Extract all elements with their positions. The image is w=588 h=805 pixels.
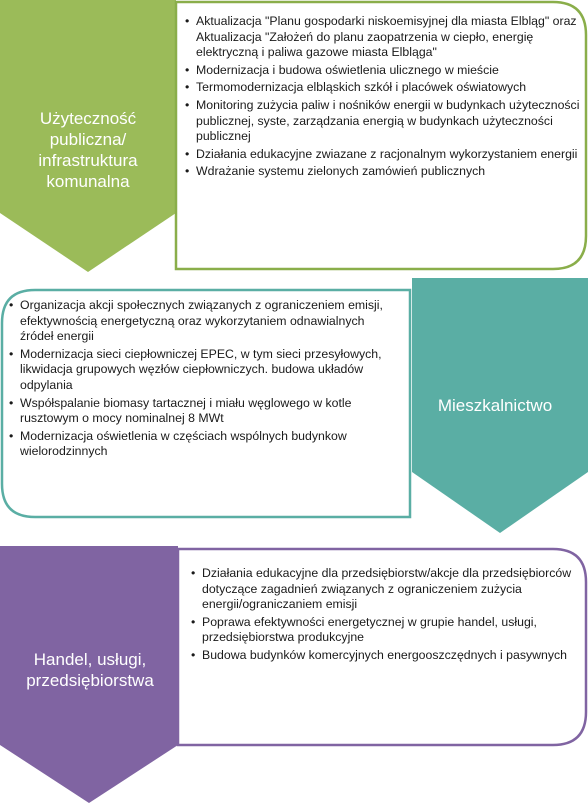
section-items-commerce — [190, 566, 572, 666]
bullet-list — [184, 14, 580, 180]
section-label-text: Użyteczność publiczna/ infrastruktura komunalna — [38, 109, 138, 191]
bullet-list — [8, 298, 398, 460]
list-item: • Modernizacja sieci ciepłowniczej EPEC, w tym sieci przesyłowych, likwidacja grupowych węzłów ciepłowniczych. budowa układów odpylania — [8, 347, 398, 394]
section-label-housing — [410, 385, 580, 425]
list-item: • Poprawa efektywności energetycznej w grupie handel, usługi, przedsiębiorstwa produkcyjne — [190, 615, 572, 646]
bullet-list — [190, 566, 572, 664]
list-item: • Monitoring zużycia paliw i nośników energii w budynkach użyteczności publicznej, syste, zarządzania energią w budynkach użyteczności publicznej — [184, 98, 580, 145]
section-items-public-utility — [184, 14, 580, 182]
section-label-text: Mieszkalnictwo — [437, 395, 553, 415]
list-item: • Modernizacja i budowa oświetlenia ulicznego w mieście — [184, 63, 580, 79]
list-item: • Działania edukacyjne zwiazane z racjonalnym wykorzystaniem energii — [184, 147, 580, 163]
list-item: • Aktualizacja "Planu gospodarki niskoemisyjnej dla miasta Elbląg" oraz Aktualizacja "Założeń do planu zaopatrzenia w ciepło, energię elektryczną i paliwa gazowe miasta Elbląga" — [184, 14, 580, 61]
list-item: • Organizacja akcji społecznych związanych z ograniczeniem emisji, efektywnością energetyczną oraz wykorzytaniem odnawialnych źródeł energii — [8, 298, 398, 345]
list-item: • Budowa budynków komercyjnych energooszczędnych i pasywnych — [190, 648, 572, 664]
list-item: • Modernizacja oświetlenia w częściach wspólnych budynkow wielorodzinnych — [8, 429, 398, 460]
section-label-commerce — [14, 635, 166, 705]
list-item: • Współspalanie biomasy tartacznej i miału węglowego w kotle rusztowym o mocy nominalnej 8 MWt — [8, 396, 398, 427]
list-item: • Działania edukacyjne dla przedsiębiorstw/akcje dla przedsiębiorców dotyczące zagadnień związanych z ograniczeniem zużycia energii/ograniczaniem emisji — [190, 566, 572, 613]
list-item: • Wdrażanie systemu zielonych zamówień publicznych — [184, 164, 580, 180]
section-label-text: Handel, usługi, przedsiębiorstwa — [26, 650, 154, 690]
section-items-housing — [8, 298, 398, 462]
section-label-public-utility — [20, 100, 156, 200]
list-item: • Termomodernizacja elbląskich szkół i placówek oświatowych — [184, 80, 580, 96]
